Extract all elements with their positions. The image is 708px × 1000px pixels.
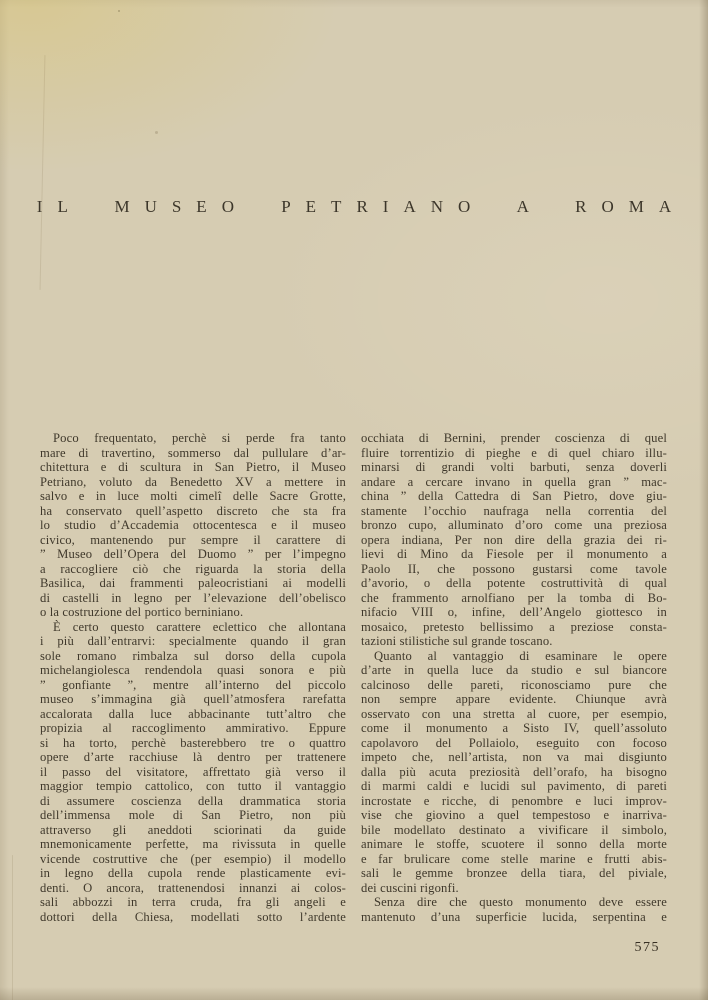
text-line: stamente l’occhio naufraga nella correntia del	[361, 503, 667, 518]
text-line: accalorata dalla luce abbacinante tutt’altro che	[40, 706, 346, 721]
page-number: 575	[634, 940, 660, 955]
text-line: chitettura e di scultura in San Pietro, il Museo	[40, 460, 346, 474]
text-line: dell’immensa mole di San Pietro, non più	[40, 808, 346, 822]
text-line: Senza dire che questo monumento deve essere	[374, 895, 667, 909]
text-line: propizia al raccoglimento ammirativo. Eppure	[40, 721, 346, 735]
article-title: IL MUSEO PETRIANO A ROMA	[36, 197, 687, 216]
paper-crease	[12, 855, 13, 1000]
text-line: museo s’immagina già quell’atmosfera rarefatta	[40, 692, 346, 706]
text-line: dottori della Chiesa, modellati sotto l’ardente	[40, 909, 346, 924]
text-line: sali le gemme bronzee della tiara, del piviale,	[361, 866, 667, 880]
text-line: d’avorio, o della potente costruttività di qual	[361, 576, 667, 590]
text-line: in legno della cupola rende plasticamente evi-	[40, 866, 346, 880]
text-line: civico, mantenendo pur sempre il carattere di	[40, 532, 346, 547]
text-line: opera indiana, Per non dire della grazia dei ri-	[361, 532, 667, 547]
text-line: china ” della Cattedra di San Pietro, dove giu-	[361, 489, 667, 503]
text-line: i più dall’entrarvi: specialmente quando il gran	[40, 634, 346, 648]
text-line: o la costruzione del portico berniniano.	[40, 605, 244, 619]
text-line: lo studio d’Accademia ottocentesca e il museo	[40, 518, 346, 532]
text-line: mosaico, pretesto bellissimo a preziose consta-	[361, 619, 667, 634]
text-line: di assumere coscienza della drammatica storia	[40, 793, 346, 808]
text-line: Petriano, voluto da Benedetto XV a mettere in	[40, 474, 346, 489]
text-line: che frammento arnolfiano per la tomba di Bo-	[361, 590, 667, 605]
text-line: impeto che, nell’artista, non va mai disgiunto	[361, 750, 667, 764]
text-line: non sempre appare evidente. Chiunque avrà	[361, 692, 667, 706]
paragraph	[361, 431, 667, 649]
text-line: sali abbozzi in terra cruda, fra gli angeli e	[40, 895, 346, 909]
text-line: il passo del visitatore, affrettato già verso il	[40, 764, 346, 779]
text-line: lievi di Mino da Fiesole per il monumento a	[361, 547, 667, 561]
text-line: come il monumento a Sisto IV, quell’assoluto	[361, 721, 667, 735]
text-line: attraverso gli aneddoti sciorinati da guide	[40, 822, 346, 837]
text-line: dalla più acuta preziosità dell’orafo, ha bisogno	[361, 764, 667, 779]
text-line: ” gonfiante ”, mentre all’interno del piccolo	[40, 677, 346, 692]
text-line: vicende costruttive che (per esempio) il modello	[40, 851, 346, 866]
text-line: calcinoso delle pareti, riconosciamo pure che	[361, 677, 667, 692]
text-line: occhiata di Bernini, prender coscienza di quel	[361, 431, 667, 445]
text-line: mare di travertino, sommerso dal pullulare d’ar-	[40, 445, 346, 460]
text-line: bronzo cupo, alluminato d’oro come una preziosa	[361, 518, 667, 532]
text-line: di castelli in legno per l’elevazione dell’obelisco	[40, 590, 346, 605]
paper-speck	[155, 131, 158, 134]
paper-speck	[118, 10, 120, 12]
text-line: Poco frequentato, perchè si perde fra tanto	[53, 431, 346, 445]
text-line: maggior tempio cattolico, con tutto il vantaggio	[40, 779, 346, 793]
text-line: vise che giovino a quel tempestoso e inarriva-	[361, 808, 667, 822]
text-line: michelangiolesca rendendola quasi sonora e più	[40, 663, 346, 677]
text-line: fluire torrentizio di pieghe e di quel chiaro illu-	[361, 445, 667, 460]
text-line: d’arte in quella luce da studio e sul biancore	[361, 663, 667, 677]
text-line: di marmi caldi e lucidi sul pavimento, di pareti	[361, 779, 667, 793]
text-line: osservato con una stretta al cuore, per esempio,	[361, 706, 667, 721]
text-line: È certo questo carattere eclettico che allontana	[53, 619, 346, 634]
text-line: ” Museo dell’Opera del Duomo ” per l’impegno	[40, 547, 346, 561]
paper-crease	[40, 55, 46, 290]
text-line: capolavoro del Pollaiolo, eseguito con focoso	[361, 735, 667, 750]
left-column	[40, 431, 346, 924]
text-line: minarsi di grandi volti barbuti, senza doverli	[361, 460, 667, 474]
text-line: e far brulicare come stelle marine e frutti abis-	[361, 851, 667, 866]
text-line: bile modellato destinato a vivificare il simbolo,	[361, 822, 667, 837]
text-line: tazioni stilistiche sul grande toscano.	[361, 634, 553, 648]
paragraph	[40, 431, 346, 620]
text-line: incrostate e ricche, di penombre e luci improv-	[361, 793, 667, 808]
text-line: denti. O ancora, trattenendosi innanzi ai colos-	[40, 880, 346, 895]
text-line: animare le stoffe, scuotere il sonno della morte	[361, 837, 667, 851]
text-line: ha conservato quell’aspetto discreto che sta fra	[40, 503, 346, 518]
paragraph	[40, 620, 346, 925]
text-line: sole romano rimbalza sul dorso della cupola	[40, 648, 346, 663]
article-body	[40, 431, 668, 924]
text-line: mantenuto d’una superficie lucida, serpentina e	[361, 909, 667, 924]
text-line: andare a cercare invano in quella gran ” mac-	[361, 474, 667, 489]
paragraph	[361, 649, 667, 896]
text-line: dei cuscini rigonfi.	[361, 880, 459, 895]
text-line: opere d’arte racchiuse là dentro per trattenere	[40, 750, 346, 764]
text-line: salvo e in luce molti cimelî delle Sacre Grotte,	[40, 489, 346, 503]
text-line: nifacio VIII o, infine, dell’Angelo giottesco in	[361, 605, 667, 619]
text-line: Quanto al vantaggio di esaminare le opere	[374, 648, 667, 663]
right-column	[361, 431, 667, 924]
paragraph	[361, 895, 667, 924]
text-line: Basilica, dai frammenti paleocristiani ai modelli	[40, 576, 346, 590]
text-line: a raccogliere ciò che riguarda la storia della	[40, 561, 346, 576]
text-line: si ha torto, perchè basterebbero tre o quattro	[40, 735, 346, 750]
text-line: Paolo II, che possono gustarsi come tavole	[361, 561, 667, 576]
text-line: mnemonicamente perfette, ma rivissuta in quelle	[40, 837, 346, 851]
